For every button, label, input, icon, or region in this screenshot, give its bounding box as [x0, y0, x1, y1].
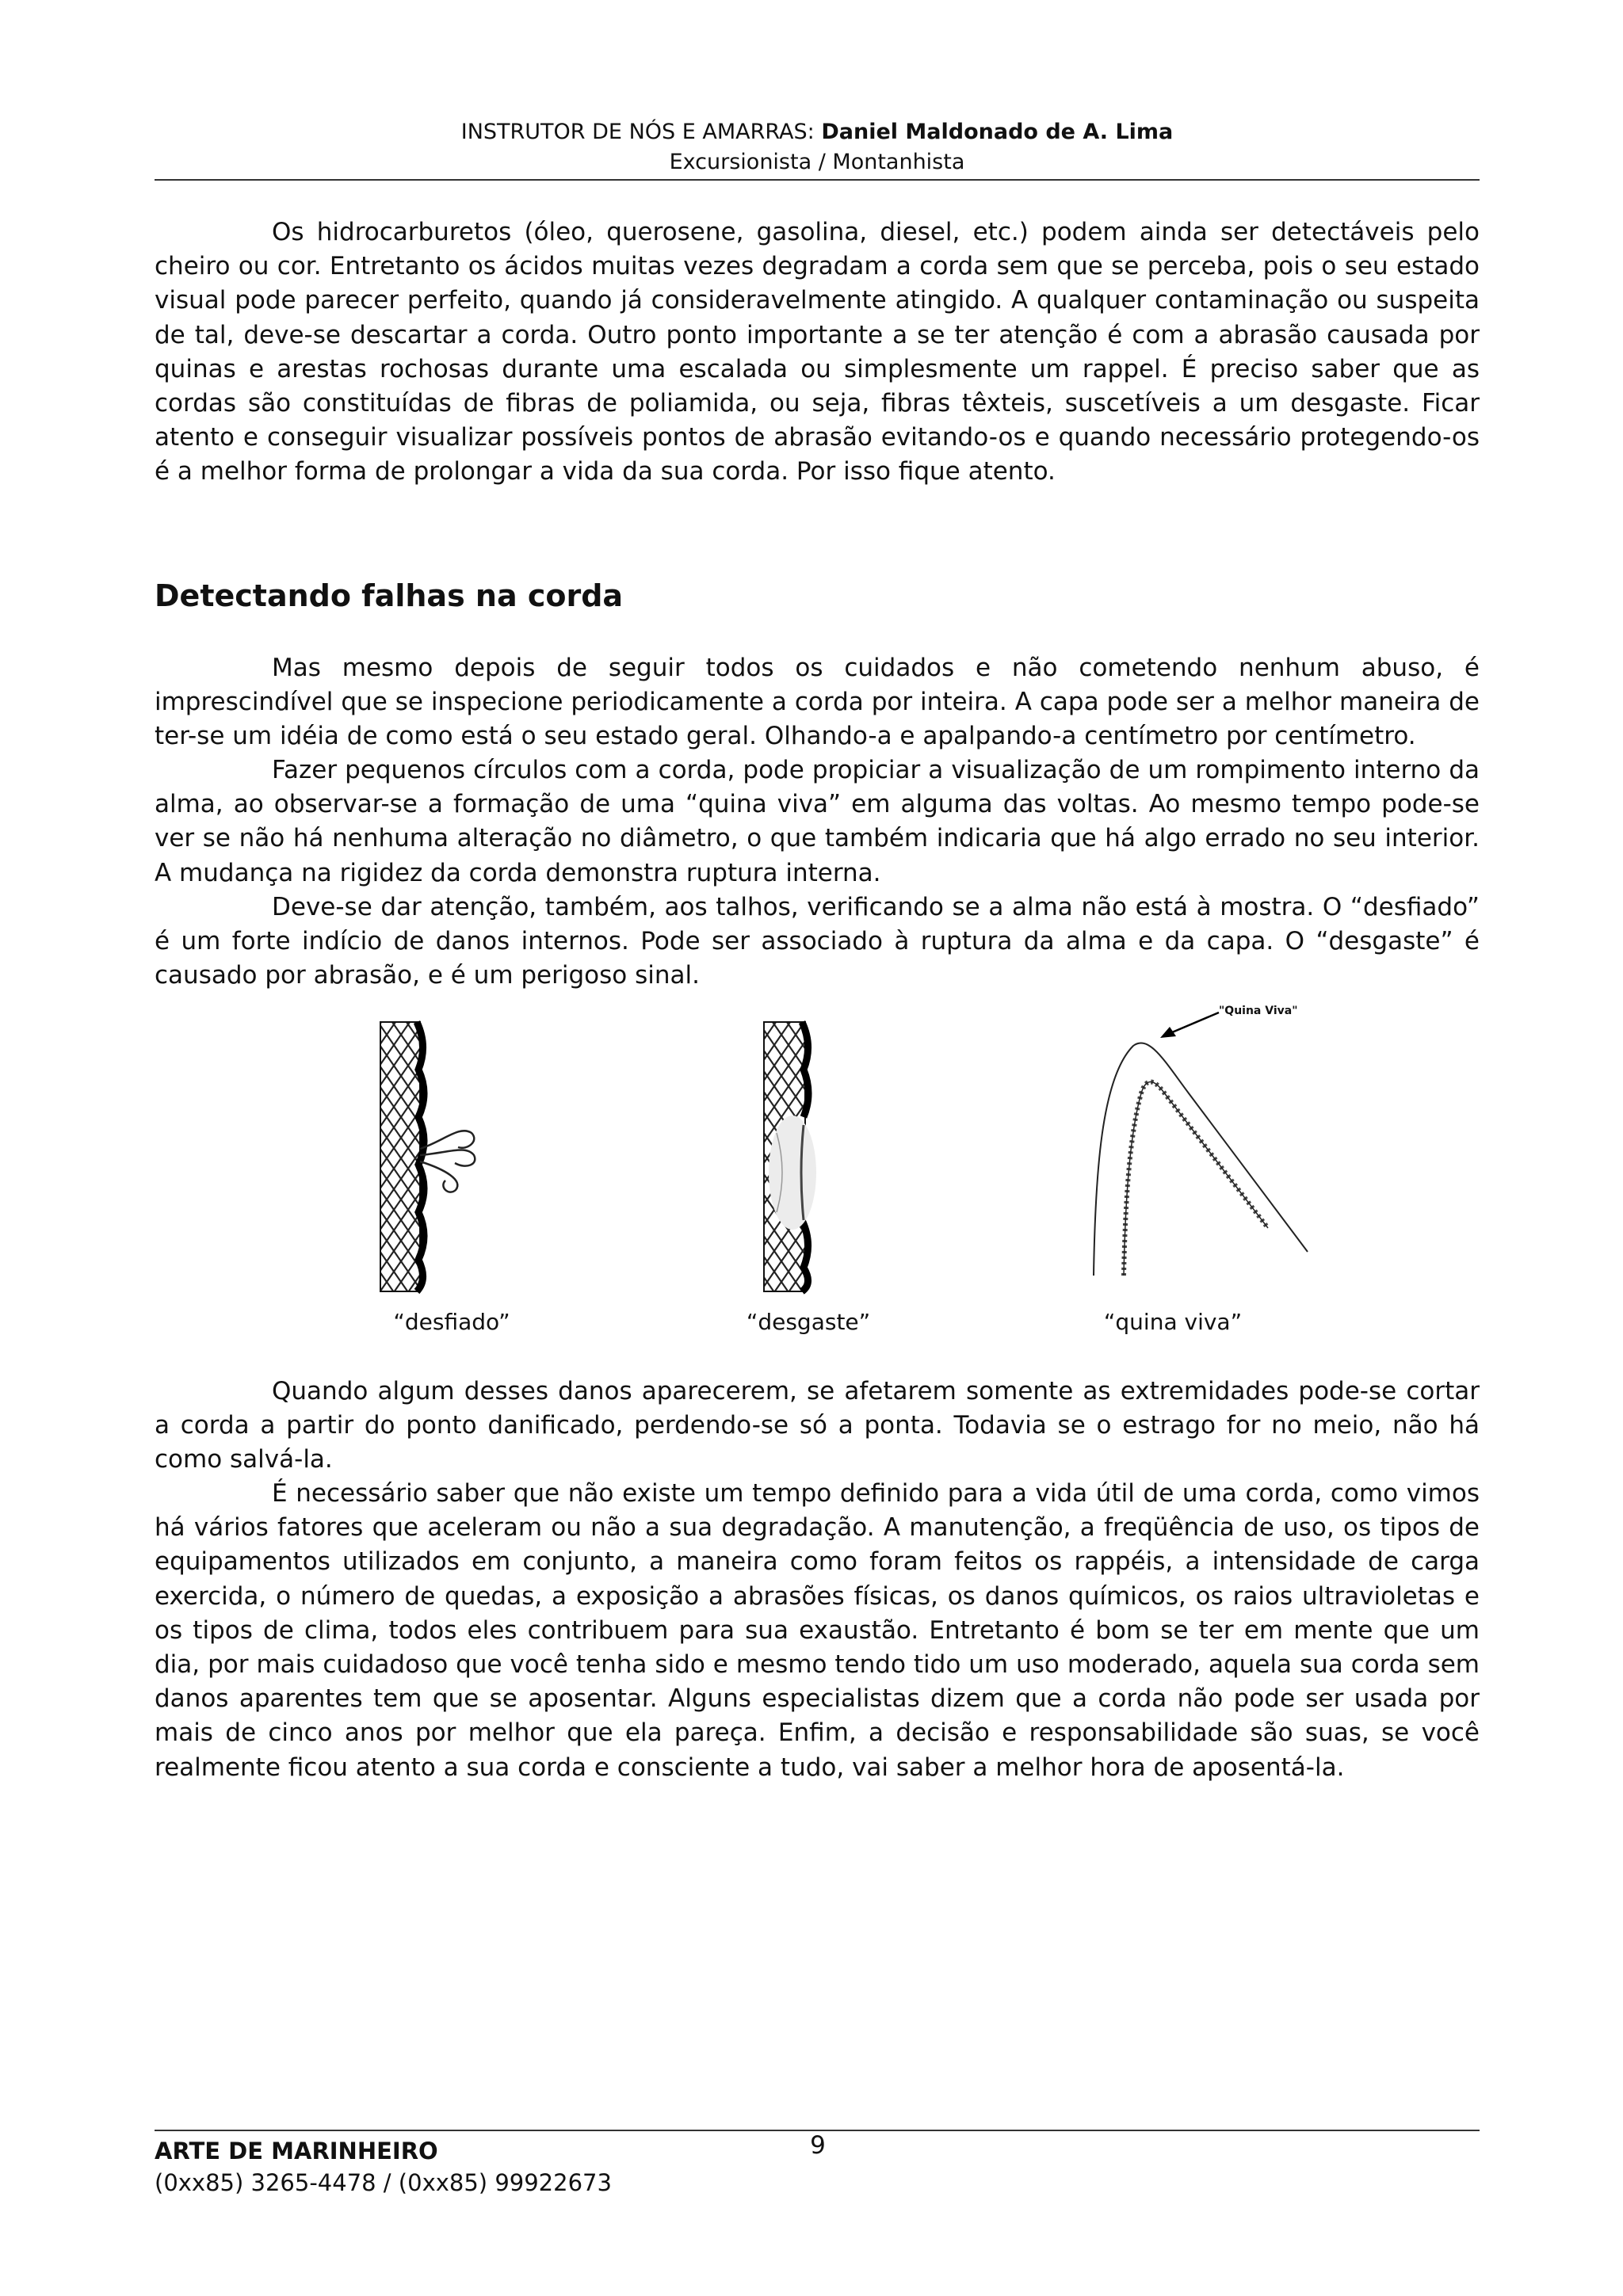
- header-subtitle: Excursionista / Montanhista: [669, 150, 965, 174]
- footer-brand: ARTE DE MARINHEIRO: [155, 2138, 438, 2164]
- page-header: [155, 117, 1480, 177]
- after-paragraph-2: É necessário saber que não existe um tempo definido para a vida útil de uma corda, como vimos há vários fatores que aceleram ou não a sua degradação. A manutenção, a freqüência de uso, os tipos de equipamentos utilizados em conjunto, a maneira como foram feitos os rappéis, a intensidade de carga exercida, o número de quedas, a exposição a abrasões físicas, os danos químicos, os raios ultravioletas e os tipos de clima, todos eles contribuem para sua exaustão. Entretanto é bom se ter em mente que um dia, por mais cuidadoso que você tenha sido e mesmo tendo tido um uso moderado, aquela sua corda sem danos aparentes tem que se aposentar. Alguns especialistas dizem que a corda não pode ser usada por mais de cinco anos por melhor que ela pareça. Enfim, a decisão e responsabilidade são suas, se você realmente ficou atento a sua corda e consciente a tudo, vai saber a melhor hora de aposentá-la.: [155, 1479, 1480, 1782]
- footer-phones: (0xx85) 3265-4478 / (0xx85) 99922673: [155, 2169, 612, 2196]
- intro-paragraph: Os hidrocarburetos (óleo, querosene, gasolina, diesel, etc.) podem ainda ser detectáveis pelo cheiro ou cor. Entretanto os ácidos muitas vezes degradam a corda sem que se perceba, pois o seu estado visual pode parecer perfeito, quando já consideravelmente atingido. A qualquer contaminação ou suspeita de tal, deve-se descartar a corda. Outro ponto importante a se ter atenção é com a abrasão causada por quinas e arestas rochosas durante uma escalada ou simplesmente um rappel. É preciso saber que as cordas são constituídas de fibras de poliamida, ou seja, fibras têxteis, suscetíveis a um desgaste. Ficar atento e conseguir visualizar possíveis pontos de abrasão evitando-os e quando necessário protegendo-os é a melhor forma de prolongar a vida da sua corda. Por isso fique atento.: [155, 218, 1480, 486]
- section-heading: Detectando falhas na corda: [155, 578, 624, 613]
- desgaste-caption: “desgaste”: [746, 1309, 871, 1335]
- header-title-line: [155, 117, 1480, 147]
- page-footer: [155, 2135, 612, 2199]
- header-title-prefix: INSTRUTOR DE NÓS E AMARRAS:: [460, 120, 822, 144]
- quina-viva-illustration: [1078, 990, 1316, 1283]
- desfiado-caption: “desfiado”: [393, 1309, 510, 1335]
- desfiado-illustration: [372, 1014, 515, 1299]
- section-paragraph-1: Mas mesmo depois de seguir todos os cuidados e não cometendo nenhum abuso, é imprescindível que se inspecione periodicamente a corda por inteira. A capa pode ser a melhor maneira de ter-se um idéia de como está o seu estado geral. Olhando-a e apalpando-a centímetro por centímetro.: [155, 654, 1480, 751]
- page-number: 9: [810, 2131, 826, 2160]
- header-divider: [155, 179, 1480, 181]
- section-paragraph-2: Fazer pequenos círculos com a corda, pode propiciar a visualização de um rompimento interno da alma, ao observar-se a formação de uma “quina viva” em alguma das voltas. Ao mesmo tempo pode-se ver se não há nenhuma alteração no diâmetro, o que também indicaria que há algo errado no seu interior. A mudança na rigidez da corda demonstra ruptura interna.: [155, 756, 1480, 887]
- header-author: Daniel Maldonado de A. Lima: [821, 120, 1174, 144]
- desgaste-illustration: [753, 1014, 848, 1299]
- quina-viva-caption: “quina viva”: [1103, 1309, 1243, 1335]
- quina-viva-annotation: "Quina Viva": [1219, 1005, 1298, 1017]
- section-paragraph-3: Deve-se dar atenção, também, aos talhos, verificando se a alma não está à mostra. O “desfiado” é um forte indício de danos internos. Pode ser associado à ruptura da alma e da capa. O “desgaste” é causado por abrasão, e é um perigoso sinal.: [155, 893, 1480, 990]
- after-paragraph-1: Quando algum desses danos aparecerem, se afetarem somente as extremidades pode-se cortar a corda a partir do ponto danificado, perdendo-se só a ponta. Todavia se o estrago for no meio, não há como salvá-la.: [155, 1377, 1480, 1474]
